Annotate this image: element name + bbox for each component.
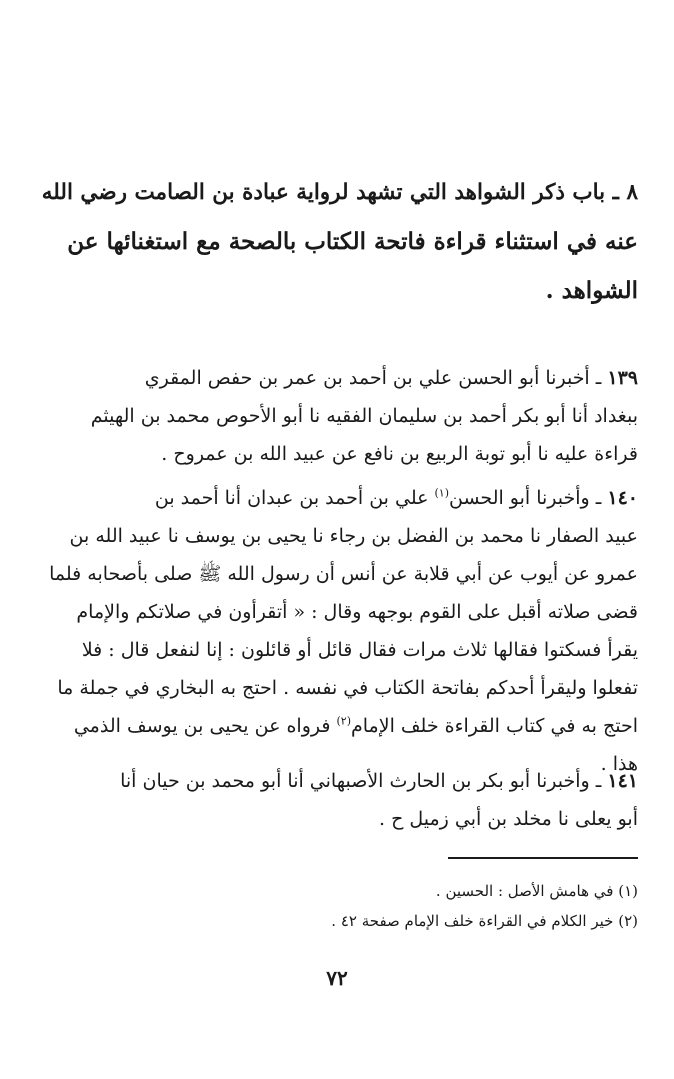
text-line: قضى صلاته أقبل على القوم بوجهه وقال : « أتقرأون في صلاتكم والإمام	[76, 601, 638, 623]
text-line: عبيد الصفار نا محمد بن الفضل بن رجاء نا يحيى بن يوسف نا عبيد الله بن	[69, 525, 638, 547]
chapter-heading	[34, 168, 638, 315]
text-line: يقرأ فسكتوا فقالها ثلاث مرات فقال قائل أو قائلون : إنا لنفعل قال : فلا	[81, 639, 638, 661]
text-line	[34, 762, 638, 800]
text-segment: علي بن أحمد بن عبدان أنا أحمد بن	[154, 487, 435, 509]
hadith-140-paragraph	[34, 479, 638, 783]
hadith-number: ١٣٩	[607, 367, 638, 389]
footnote-1: (١) في هامش الأصل : الحسين .	[435, 882, 638, 900]
text-segment: ـ أخبرنا أبو الحسن علي بن أحمد بن عمر بن حفص المقري	[144, 367, 608, 389]
page-number: ٧٢	[326, 966, 348, 990]
text-line: هذا .	[600, 753, 638, 775]
text-line	[34, 359, 638, 397]
footnote-reference[interactable]: (٢)	[336, 714, 351, 728]
text-segment: فرواه عن يحيى بن يوسف الذمي	[73, 715, 337, 737]
text-line: تفعلوا وليقرأ أحدكم بفاتحة الكتاب في نفسه . احتج به البخاري في جملة ما	[57, 677, 638, 699]
footnotes	[34, 876, 638, 936]
text-segment: ـ وأخبرنا أبو بكر بن الحارث الأصبهاني أنا أبو محمد بن حيان أنا	[120, 770, 608, 792]
text-segment: احتج به في كتاب القراءة خلف الإمام	[351, 715, 638, 737]
footnote-reference[interactable]: (١)	[434, 486, 450, 500]
text-segment: ـ وأخبرنا أبو الحسن	[449, 487, 608, 509]
text-line: قراءة عليه نا أبو توبة الربيع بن نافع عن عبيد الله بن عمروح .	[161, 443, 638, 465]
text-line: أبو يعلى نا مخلد بن أبي زميل ح .	[379, 808, 638, 830]
text-line	[34, 707, 638, 745]
text-line: عمرو عن أيوب عن أبي قلابة عن أنس أن رسول الله ﷺ صلى بأصحابه فلما	[49, 563, 638, 585]
hadith-number: ١٤١	[607, 770, 638, 792]
hadith-141-paragraph	[34, 762, 638, 838]
footnote-separator	[448, 857, 638, 859]
hadith-139-paragraph	[34, 359, 638, 473]
chapter-heading-line: عنه في استثناء قراءة فاتحة الكتاب بالصحة مع استغنائها عن	[67, 228, 638, 255]
footnote-2: (٢) خير الكلام في القراءة خلف الإمام صفحة ٤٢ .	[331, 912, 638, 930]
chapter-heading-line: الشواهد .	[545, 277, 638, 304]
chapter-heading-line: ٨ ـ باب ذكر الشواهد التي تشهد لرواية عبادة بن الصامت رضي الله	[41, 180, 638, 205]
text-line: ببغداد أنا أبو بكر أحمد بن سليمان الفقيه نا أبو الأحوص محمد بن الهيثم	[90, 405, 638, 427]
text-line	[34, 479, 638, 517]
hadith-number: ١٤٠	[607, 487, 638, 509]
